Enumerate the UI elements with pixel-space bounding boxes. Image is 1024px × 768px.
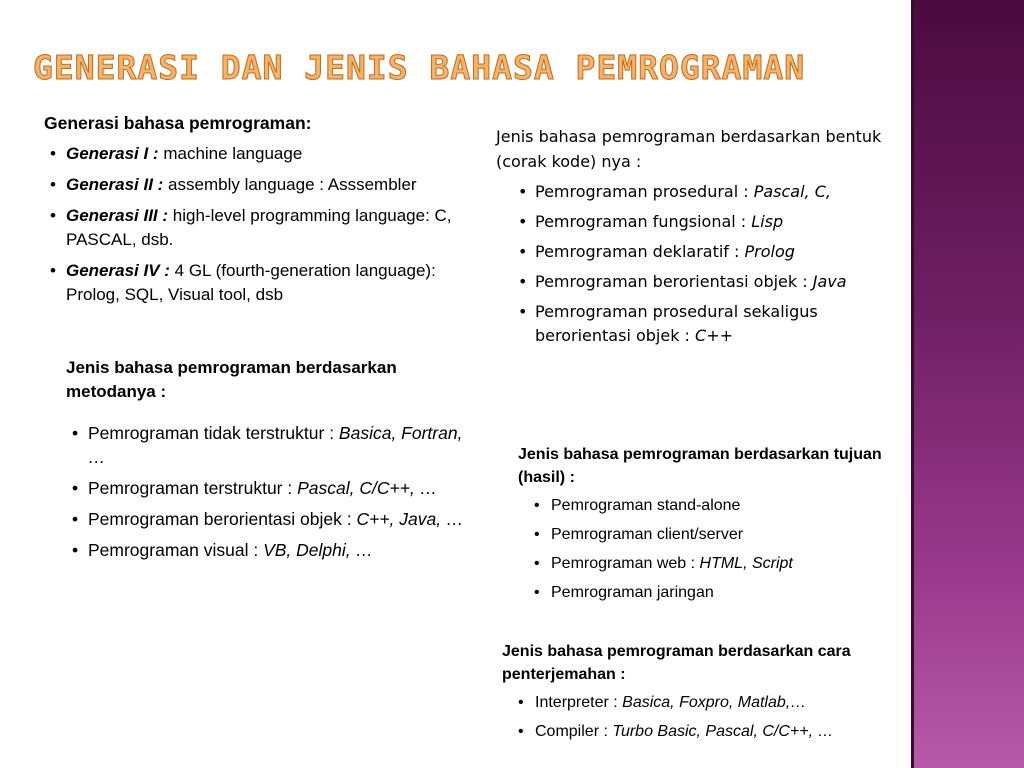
item-example: Lisp [751,212,784,231]
list-item [44,142,464,166]
list-item [66,507,466,531]
list-item [496,240,896,264]
tujuan-section [518,443,908,610]
item-text: Pemrograman stand-alone [551,497,741,514]
list-item [518,523,908,547]
item-text: Pemrograman prosedural : [535,182,754,201]
item-example: HTML, Script [699,555,793,572]
item-example: Pascal, C/C++, … [297,478,438,498]
item-text: machine language [158,144,303,163]
bentuk-section [496,124,896,354]
item-label: Generasi II : [66,175,164,194]
list-item [44,259,464,307]
item-example: Java [812,272,847,291]
item-text: Pemrograman client/server [551,526,744,543]
item-label: Generasi IV : [66,261,170,280]
list-item [66,476,466,500]
list-item [66,538,466,562]
list-item [66,421,466,469]
item-text: 4 GL (fourth-generation language): Prolog, SQL, Visual tool, dsb [66,261,436,304]
item-example: Basica, Fortran, … [88,423,463,467]
metode-section [66,356,466,569]
item-text: Pemrograman terstruktur : [88,478,298,498]
metode-heading: Jenis bahasa pemrograman berdasarkan metodanya : [66,358,397,401]
list-item [518,581,908,605]
item-text: Pemrograman tidak terstruktur : [88,423,339,443]
list-item [496,300,896,348]
item-example: Turbo Basic, Pascal, C/C++, … [612,723,834,740]
item-text: Pemrograman deklaratif : [535,242,745,261]
item-text: Pemrograman prosedural sekaligus berorientasi objek : [535,302,818,345]
item-label: Generasi I : [66,144,159,163]
item-example: VB, Delphi, … [263,540,373,560]
list-item [518,494,908,518]
generasi-section [44,111,464,314]
item-example: Prolog [744,242,795,261]
item-text: Pemrograman fungsional : [535,212,752,231]
item-example: Pascal, C, [753,182,831,201]
metode-list [66,421,466,562]
item-text: Pemrograman web : [551,555,700,572]
penterjemahan-section [502,640,902,749]
tujuan-list [518,494,908,605]
tujuan-heading: Jenis bahasa pemrograman berdasarkan tujuan (hasil) : [518,446,882,486]
list-item [496,210,896,234]
slide-title: GENERASI DAN JENIS BAHASA PEMROGRAMAN [33,48,806,87]
item-text: Pemrograman berorientasi objek : [535,272,813,291]
item-example: C++ [695,326,734,345]
item-example: C++, Java, … [356,509,464,529]
item-text: Interpreter : [535,694,623,711]
bentuk-list [496,180,896,348]
item-text: Pemrograman jaringan [551,584,714,601]
item-text: Compiler : [535,723,613,740]
item-example: Basica, Foxpro, Matlab,… [622,694,807,711]
item-text: Pemrograman berorientasi objek : [88,509,357,529]
list-item [518,552,908,576]
list-item [496,270,896,294]
item-text: assembly language : Asssembler [163,175,417,194]
item-text: Pemrograman visual : [88,540,264,560]
list-item [496,180,896,204]
bentuk-heading: Jenis bahasa pemrograman berdasarkan bentuk (corak kode) nya : [496,127,882,171]
generasi-heading: Generasi bahasa pemrograman: [44,113,312,133]
list-item [502,720,902,744]
list-item [502,691,902,715]
list-item [44,173,464,197]
generasi-list [44,142,464,307]
side-decoration-bar [911,0,1024,768]
penterjemahan-heading: Jenis bahasa pemrograman berdasarkan cara penterjemahan : [502,643,851,683]
list-item [44,204,464,252]
item-text: high-level programming language: C, PASCAL, dsb. [66,206,452,249]
item-label: Generasi III : [66,206,169,225]
penterjemahan-list [502,691,902,744]
